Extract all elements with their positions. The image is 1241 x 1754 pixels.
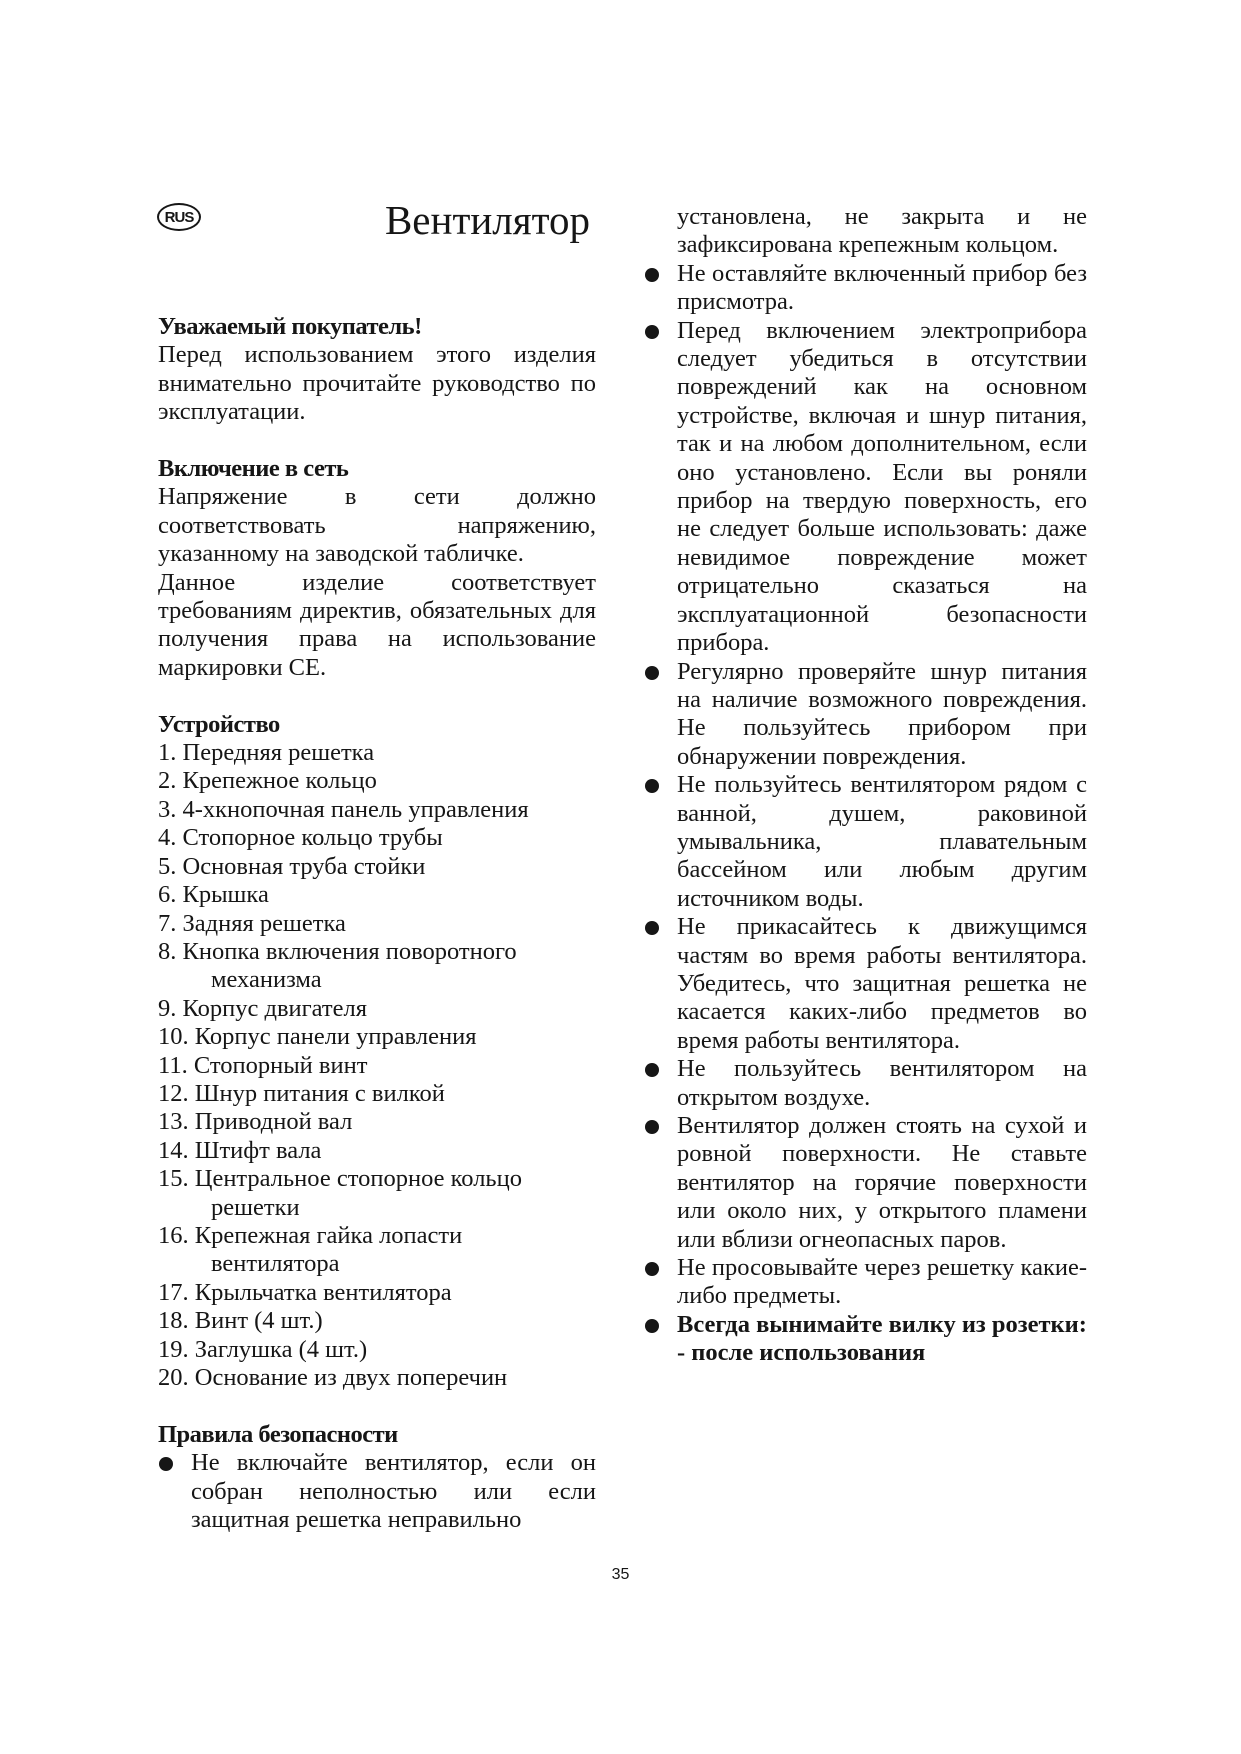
power-text-ce: Данное изделие соответствует требованиям директив, обязательных для получения права на использование маркировки CE. [158, 568, 596, 681]
safety-rules-list [644, 203, 1087, 1339]
safety-rules-list-start [158, 1449, 596, 1534]
list-item: 17. Крыльчатка вентилятора [158, 1278, 452, 1306]
list-item: 1. Передняя решетка [158, 739, 375, 767]
list-item: 10. Корпус панели управления [158, 1023, 477, 1051]
list-item: 20. Основание из двух поперечин [158, 1364, 508, 1391]
intro-text: Перед использованием этого изделия внимательно прочитайте руководство по эксплуатации. [158, 341, 596, 426]
list-item: 3. 4-хкнопочная панель управления [158, 795, 529, 823]
list-item: Не пользуйтесь вентилятором рядом с ванной, душем, раковиной умывальника, плавательным бассейном или любым другим источником воды. [644, 771, 1087, 913]
language-badge-label: RUS [164, 208, 194, 226]
list-item: 14. Штифт вала [158, 1136, 322, 1164]
left-column [158, 313, 596, 1534]
list-item: Не включайте вентилятор, если он собран неполностью или если защитная решетка неправильно [158, 1449, 596, 1534]
list-item: Не пользуйтесь вентилятором на открытом воздухе. [644, 1055, 1087, 1112]
device-parts-list [158, 739, 596, 1392]
safety-heading: Правила безопасности [158, 1420, 398, 1448]
list-item: 18. Винт (4 шт.) [158, 1307, 323, 1335]
language-badge [157, 203, 201, 231]
list-item: 9. Корпус двигателя [158, 994, 367, 1022]
list-item: 13. Приводной вал [158, 1108, 353, 1136]
device-heading: Устройство [158, 710, 280, 738]
page-title: Вентилятор [384, 197, 590, 243]
list-item: 7. Задняя решетка [158, 909, 346, 937]
list-item: Перед включением электроприбора следует убедиться в отсутствии повреждений как на основном устройстве, включая и шнур питания, так и на любом дополнительном, если оно установлено. Если вы роняли прибор на твердую поверхность, его не следует больше использовать: даже невидимое повреждение может отрицательно сказаться на эксплуатационной безопасности прибора. [644, 317, 1087, 658]
intro-heading: Уважаемый покупатель! [158, 313, 422, 340]
power-text-voltage: Напряжение в сети должно соответствовать напряжению, указанному на заводской табличке. [158, 483, 596, 568]
list-item: Регулярно проверяйте шнур питания на наличие возможного повреждения. Не пользуйтесь прибором при обнаружении повреждения. [644, 658, 1087, 772]
list-item: 15. Центральное стопорное кольцо решетки [158, 1165, 522, 1221]
list-item: 4. Стопорное кольцо трубы [158, 824, 443, 852]
list-item: 12. Шнур питания с вилкой [158, 1079, 445, 1107]
list-item: 2. Крепежное кольцо [158, 767, 377, 795]
unplug-item: - после использования [677, 1339, 926, 1367]
right-column [644, 203, 1087, 1368]
power-heading: Включение в сеть [158, 455, 349, 483]
page-number: 35 [611, 1566, 630, 1583]
list-item-continuation: установлена, не закрыта и не зафиксирована крепежным кольцом. [677, 203, 1087, 259]
list-item: Не прикасайтесь к движущимся частям во время работы вентилятора. Убедитесь, что защитная решетка не касается каких-либо предметов во время работы вентилятора. [644, 913, 1087, 1055]
list-item: Вентилятор должен стоять на сухой и ровной поверхности. Не ставьте вентилятор на горячие поверхности или около них, у открытого пламени или вблизи огнеопасных паров. [644, 1112, 1087, 1254]
list-item: 6. Крышка [158, 881, 269, 909]
unplug-heading: Всегда вынимайте вилку из розетки: [644, 1311, 1087, 1339]
list-item: Не оставляйте включенный прибор без присмотра. [644, 260, 1087, 317]
list-item: 16. Крепежная гайка лопасти вентилятора [158, 1221, 463, 1278]
list-item: 8. Кнопка включения поворотного механизма [158, 937, 517, 994]
list-item: 11. Стопорный винт [158, 1051, 368, 1079]
list-item: 5. Основная труба стойки [158, 852, 426, 880]
list-item: 19. Заглушка (4 шт.) [158, 1335, 368, 1363]
list-item: Не просовывайте через решетку какие-либо предметы. [644, 1254, 1087, 1311]
